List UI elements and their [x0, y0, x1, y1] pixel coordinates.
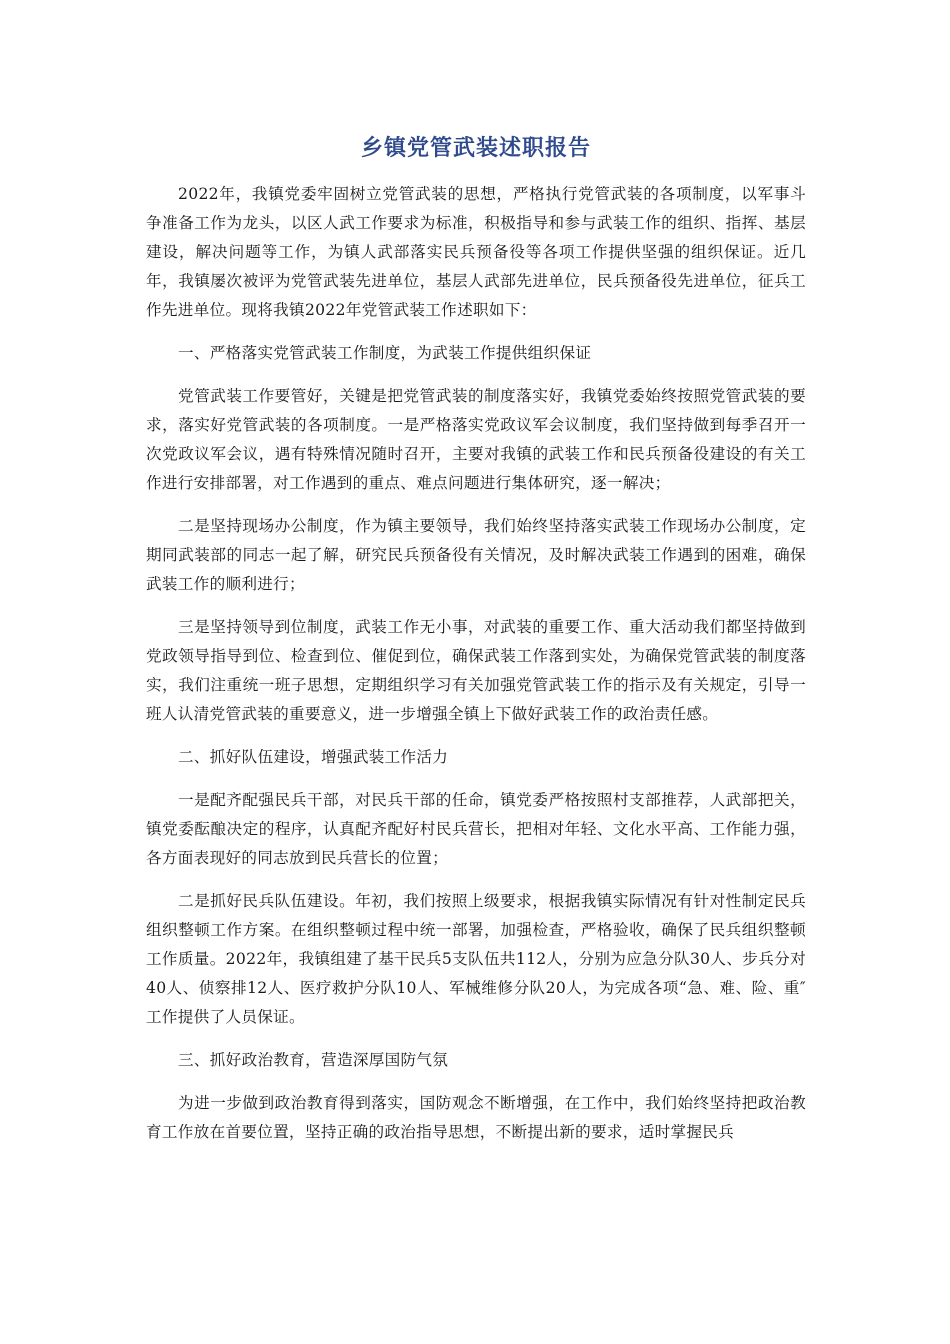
paragraph: 二是坚持现场办公制度，作为镇主要领导，我们始终坚持落实武装工作现场办公制度，定期同武装部的同志一起了解，研究民兵预备役有关情况，及时解决武装工作遇到的困难，确保武装工作的顺利进行； — [146, 517, 806, 593]
paragraph: 三是坚持领导到位制度，武装工作无小事，对武装的重要工作、重大活动我们都坚持做到党政领导指导到位、检查到位、催促到位，确保武装工作落到实处，为确保党管武装的制度落实，我们注重统一班子思想，定期组织学习有关加强党管武装工作的指示及有关规定，引导一班人认清党管武装的重要意义，进一步增强全镇上下做好武装工作的政治责任感。 — [146, 618, 806, 723]
paragraph: 党管武装工作要管好，关键是把党管武装的制度落实好，我镇党委始终按照党管武装的要求，落实好党管武装的各项制度。一是严格落实党政议军会议制度，我们坚持做到每季召开一次党政议军会议，遇有特殊情况随时召开，主要对我镇的武装工作和民兵预备役建设的有关工作进行安排部署，对工作遇到的重点、难点问题进行集体研究，逐一解决； — [146, 387, 806, 492]
section-heading-1: 一、严格落实党管武装工作制度，为武装工作提供组织保证 — [178, 344, 592, 362]
document-title: 乡镇党管武装述职报告 — [360, 136, 591, 161]
paragraph: 一是配齐配强民兵干部，对民兵干部的任命，镇党委严格按照村支部推荐，人武部把关，镇党委酝酿决定的程序，认真配齐配好村民兵营长，把相对年轻、文化水平高、工作能力强，各方面表现好的同志放到民兵营长的位置； — [146, 791, 806, 867]
document-page — [146, 0, 806, 1147]
paragraph-intro: 2022年，我镇党委牢固树立党管武装的思想，严格执行党管武装的各项制度，以军事斗争准备工作为龙头，以区人武工作要求为标准，积极指导和参与武装工作的组织、指挥、基层建设，解决问题等工作，为镇人武部落实民兵预备役等各项工作提供坚强的组织保证。近几年，我镇屡次被评为党管武装先进单位，基层人武部先进单位，民兵预备役先进单位，征兵工作先进单位。现将我镇2022年党管武装工作述职如下： — [146, 185, 806, 319]
paragraph: 为进一步做到政治教育得到落实，国防观念不断增强，在工作中，我们始终坚持把政治教育工作放在首要位置，坚持正确的政治指导思想，不断提出新的要求，适时掌握民兵 — [146, 1094, 806, 1141]
paragraph: 二是抓好民兵队伍建设。年初，我们按照上级要求，根据我镇实际情况有针对性制定民兵组织整顿工作方案。在组织整顿过程中统一部署，加强检查，严格验收，确保了民兵组织整顿工作质量。2022年，我镇组建了基干民兵5支队伍共112人，分别为应急分队30人、步兵分对40人、侦察排12人、医疗救护分队10人、军械维修分队20人，为完成各项“急、难、险、重″工作提供了人员保证。 — [146, 892, 806, 1026]
section-heading-3: 三、抓好政治教育，营造深厚国防气氛 — [178, 1051, 449, 1069]
section-heading-2: 二、抓好队伍建设，增强武装工作活力 — [178, 748, 449, 766]
